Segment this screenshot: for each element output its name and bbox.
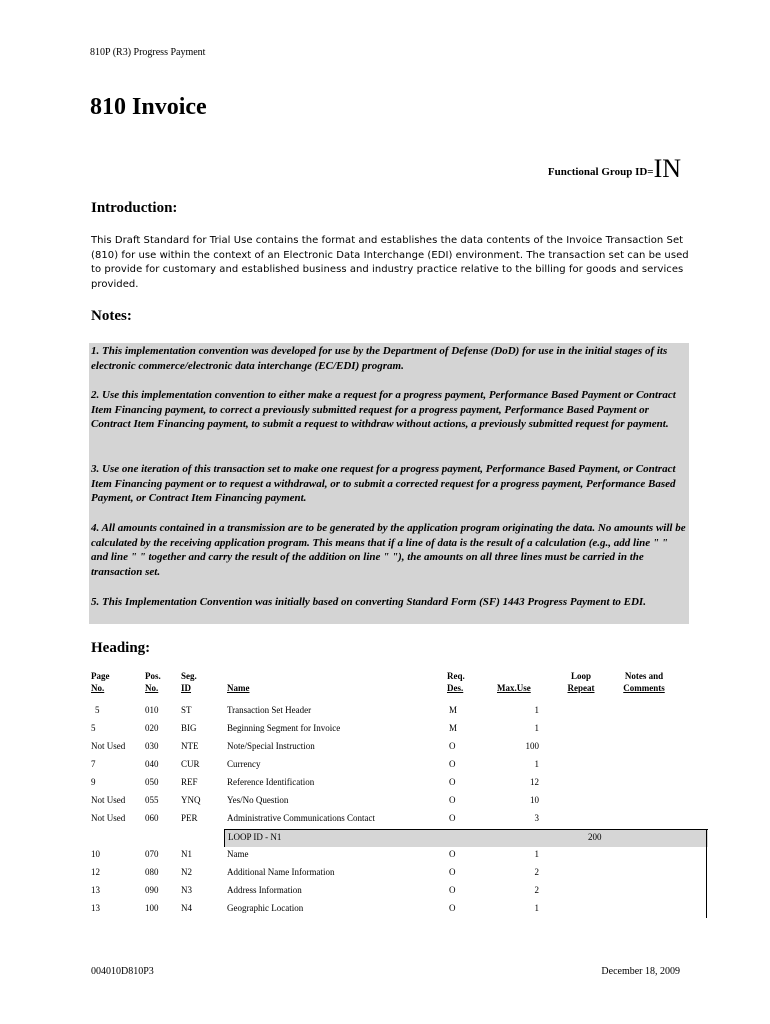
row-pos: 040 [145, 759, 159, 769]
row-pos: 080 [145, 867, 159, 877]
col-notes-header [620, 670, 668, 694]
row-page: 13 [91, 903, 100, 913]
row-pos: 050 [145, 777, 159, 787]
row-pos: 030 [145, 741, 159, 751]
footer-doc-id: 004010D810P3 [91, 966, 154, 977]
row-seg: NTE [181, 741, 199, 751]
row-page: Not Used [91, 795, 126, 805]
row-max: 100 [525, 741, 539, 751]
row-seg: CUR [181, 759, 200, 769]
row-page: 5 [91, 723, 96, 733]
col-loop-line2: Repeat [567, 683, 595, 693]
col-seg-line1: Seg. [181, 671, 197, 681]
col-loop-line1: Loop [570, 671, 591, 681]
row-req: O [449, 849, 456, 859]
page-title: 810 Invoice [90, 94, 207, 120]
row-req: O [449, 759, 456, 769]
row-seg: YNQ [181, 795, 201, 805]
col-req-line1: Req. [447, 671, 465, 681]
row-max: 2 [534, 885, 539, 895]
row-page: Not Used [91, 741, 126, 751]
row-max: 1 [534, 705, 539, 715]
loop-band [224, 829, 708, 847]
row-req: O [449, 813, 456, 823]
row-max: 1 [534, 723, 539, 733]
row-page: 7 [91, 759, 96, 769]
loop-repeat: 200 [588, 832, 602, 842]
row-name: Administrative Communications Contact [227, 813, 375, 823]
row-max: 10 [530, 795, 539, 805]
row-seg: N4 [181, 903, 192, 913]
row-page: 12 [91, 867, 100, 877]
row-pos: 020 [145, 723, 159, 733]
row-seg: N3 [181, 885, 192, 895]
row-max: 3 [534, 813, 539, 823]
note-5: 5. This Implementation Convention was initially based on converting Standard Form (SF) 1443 Progress Payment to EDI. [91, 596, 646, 608]
row-req: O [449, 867, 456, 877]
col-pos-line1: Pos. [145, 671, 161, 681]
row-req: O [449, 777, 456, 787]
col-seg-line2: ID [181, 683, 192, 693]
row-page: 9 [91, 777, 96, 787]
row-pos: 010 [145, 705, 159, 715]
row-pos: 060 [145, 813, 159, 823]
col-name-header: Name [227, 683, 250, 693]
col-notes-line2: Comments [623, 683, 665, 693]
row-max: 1 [534, 903, 539, 913]
row-req: O [449, 885, 456, 895]
row-name: Transaction Set Header [227, 705, 312, 715]
loop-bracket [706, 829, 707, 918]
col-page-line2: No. [91, 683, 105, 693]
document-header-label: 810P (R3) Progress Payment [90, 47, 206, 58]
row-seg: N2 [181, 867, 192, 877]
col-req-line2: Des. [447, 683, 464, 693]
row-seg: REF [181, 777, 198, 787]
row-max: 1 [534, 759, 539, 769]
introduction-heading: Introduction: [91, 200, 178, 216]
col-req-header [447, 670, 465, 694]
row-name: Additional Name Information [227, 867, 335, 877]
row-req: O [449, 903, 456, 913]
col-page-header [91, 670, 110, 694]
row-seg: BIG [181, 723, 197, 733]
row-page: 13 [91, 885, 100, 895]
row-name: Note/Special Instruction [227, 741, 315, 751]
col-loop-header [565, 670, 597, 694]
row-page: 10 [91, 849, 100, 859]
col-pos-line2: No. [145, 683, 159, 693]
row-name: Name [227, 849, 249, 859]
row-req: O [449, 795, 456, 805]
note-3: 3. Use one iteration of this transaction set to make one request for a progress payment, Performance Based Payment, or Contract Item Financing payment or to request a withdrawal, or to submit a corrected request for a progress payment, Performance Based Payment, or Contract Item Financing payment. [91, 463, 676, 505]
functional-group-value: IN [653, 154, 681, 183]
col-page-line1: Page [91, 671, 110, 681]
functional-group-label: Functional Group ID= [547, 166, 654, 178]
row-max: 1 [534, 849, 539, 859]
row-page: Not Used [91, 813, 126, 823]
loop-id-label: LOOP ID - N1 [228, 832, 282, 842]
col-notes-line1: Notes and [624, 671, 664, 681]
col-maxuse-header: Max.Use [497, 683, 531, 693]
col-seg-header [181, 670, 197, 694]
functional-group-id [548, 154, 681, 184]
row-page: 5 [95, 705, 100, 715]
col-pos-header [145, 670, 161, 694]
row-seg: N1 [181, 849, 192, 859]
footer-date: December 18, 2009 [601, 966, 680, 977]
notes-box [89, 343, 689, 624]
row-max: 2 [534, 867, 539, 877]
note-1: 1. This implementation convention was developed for use by the Department of Defense (DoD) for use in the initial stages of its electronic commerce/electronic data interchange (EC/EDI) program. [91, 345, 668, 372]
row-name: Geographic Location [227, 903, 304, 913]
note-4: 4. All amounts contained in a transmission are to be generated by the application program originating the data. No amounts will be calculated by the receiving application program. This means that if a line of data is the result of a calculation (e.g., add line " " and line " " together and carry the result of the addition on line " "), the amounts on all three lines must be carried in the transaction set. [91, 522, 686, 579]
row-seg: ST [181, 705, 192, 715]
row-name: Address Information [227, 885, 302, 895]
row-pos: 090 [145, 885, 159, 895]
row-req: O [449, 741, 456, 751]
note-2: 2. Use this implementation convention to either make a request for a progress payment, Performance Based Payment or Contract Item Financing payment, to correct a previously submitted request for a progress payment, Performance Based Payment or Contract Item Financing payment, to submit a request to withdraw without actions, a previously submitted request for payment. [91, 389, 676, 431]
row-name: Yes/No Question [227, 795, 289, 805]
introduction-text: This Draft Standard for Trial Use contains the format and establishes the data contents of the Invoice Transaction Set (810) for use within the context of an Electronic Data Interchange (EDI) environment. The transaction set can be used to provide for customary and established business and industry practice relative to the billing for goods and services provided. [91, 235, 689, 290]
row-req: M [449, 705, 458, 715]
row-name: Beginning Segment for Invoice [227, 723, 341, 733]
row-seg: PER [181, 813, 198, 823]
row-req: M [449, 723, 458, 733]
row-pos: 070 [145, 849, 159, 859]
row-pos: 055 [145, 795, 159, 805]
row-pos: 100 [145, 903, 159, 913]
notes-heading: Notes: [91, 308, 132, 324]
row-name: Reference Identification [227, 777, 315, 787]
row-name: Currency [227, 759, 261, 769]
heading-section-title: Heading: [91, 640, 151, 656]
row-max: 12 [530, 777, 539, 787]
